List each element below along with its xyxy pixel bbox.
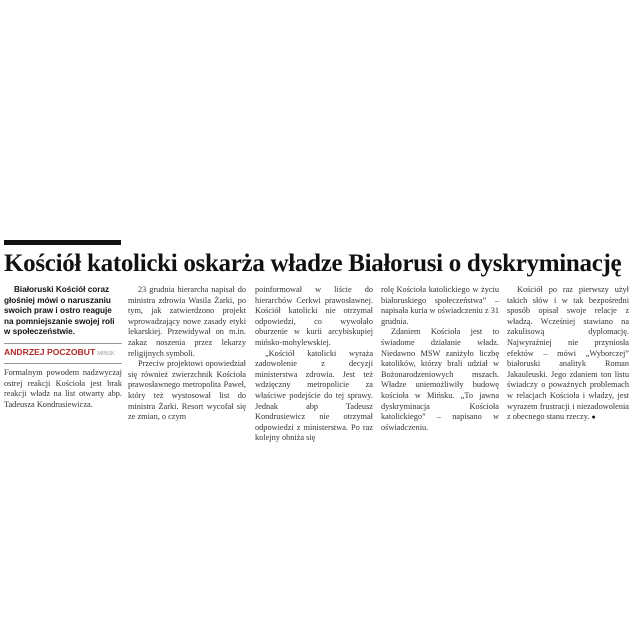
paragraph-text: Kościół po raz pierwszy użył takich słów i w tak bezpośredni sposób opisał swoje relacje z władzą. Wcześniej stawiano na zakulisową dyplomację. Najwyraźniej nie przyniosła efektów – mówi „Wyborczej” białoruski analityk Roman Jakauleuski. Jego zdaniem ton listu świadczy o poważnych problemach w relacjach Kościoła i władzy, jest wyrazem frustracji i niezadowolenia z obecnego stanu rzeczy.	[507, 285, 629, 422]
headline-rule	[4, 240, 121, 245]
end-mark-icon: ●	[591, 413, 596, 422]
paragraph: Przeciw projektowi opowiedział się również zwierzchnik Kościoła prawosławnego metropolita Paweł, który też wystosował list do ministra Żarki. Resort wycofał się ze zmian, o czym	[128, 359, 246, 422]
paragraph: 23 grudnia hierarcha napisał do ministra zdrowia Wasila Żarki, po tym, jak zatwierdzono projekt wprowadzający nowe zasady etyki lekarskiej. Przewidywał on m.in. zakaz noszenia przez lekarzy religijnych symboli.	[128, 285, 246, 358]
article-column-4	[381, 285, 499, 433]
paragraph: Formalnym powodem nadzwyczaj ostrej reakcji Kościoła jest brak reakcji władz na list otwarty abp. Tadeusza Kondrusiewicza.	[4, 367, 122, 409]
paragraph: rolę Kościoła katolickiego w życiu białoruskiego społeczeństwa” – napisała kuria w oświadczeniu z 31 grudnia.	[381, 285, 499, 326]
article-column-2	[128, 285, 246, 423]
paragraph: Zdaniem Kościoła jest to świadome działanie władz. Niedawno MSW zaniżyło liczbę katolików, którzy brali udział w Bożonarodzeniowych mszach. Władze uniemożliwiły budowę kościoła w Mińsku. „To jawna dyskryminacja Kościoła katolickiego” – napisano w oświadczeniu.	[381, 327, 499, 432]
article-headline: Kościół katolicki oskarża władze Białorusi o dyskryminację	[4, 250, 622, 277]
byline-bottom-rule	[4, 363, 122, 364]
article-column-3	[255, 285, 373, 444]
byline-top-rule	[4, 343, 122, 344]
article-column-5	[507, 285, 629, 423]
byline-location: MIŃSK	[97, 350, 115, 357]
paragraph: „Kościół katolicki wyraża zadowolenie z decyzji ministerstwa zdrowia. Jest też wdzięczny metropolicie za właściwe podejście do tej sprawy. Jednak abp Tadeusz Kondrusiewicz nie otrzymał odpowiedzi z ministerstwa. Po raz kolejny obniża się	[255, 348, 373, 443]
paragraph	[507, 285, 629, 423]
paragraph: poinformował w liście do hierarchów Cerkwi prawosławnej. Kościół katolicki nie otrzymał odpowiedzi, co wywołało oburzenie w kurii arcybiskupiej mińsko-mohylewskiej.	[255, 285, 373, 347]
byline-author: ANDRZEJ POCZOBUT	[4, 346, 96, 357]
article-lead: Białoruski Kościół coraz głośniej mówi o naruszaniu swoich praw i ostro reaguje na pomniejszanie swojej roli w społeczeństwie.	[4, 285, 115, 337]
byline	[4, 347, 122, 360]
article-column-1	[4, 285, 122, 410]
